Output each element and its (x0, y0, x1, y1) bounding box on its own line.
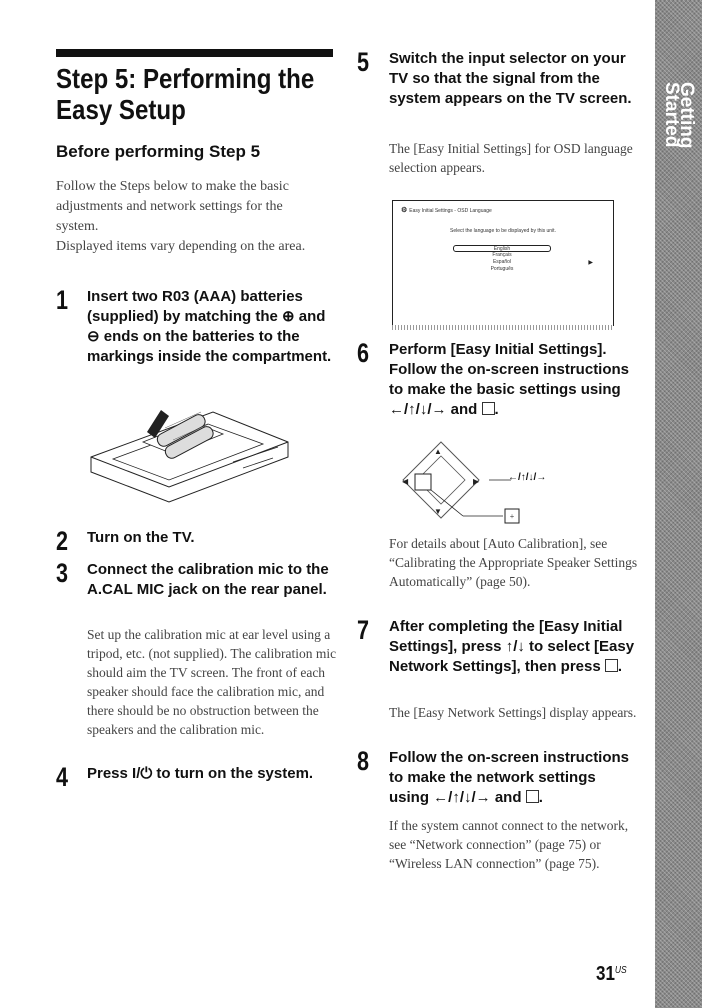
step-number: 2 (56, 526, 69, 556)
osd-prompt: Select the language to be displayed by this unit. (450, 228, 556, 234)
step-instruction: Connect the calibration mic to the A.CAL MIC jack on the rear panel. (87, 561, 329, 598)
remote-battery-illustration (83, 402, 293, 504)
right-arrow-icon: ▶ (588, 260, 593, 266)
svg-text:◀: ◀ (402, 477, 409, 486)
osd-header: Easy Initial Settings - OSD Language (409, 208, 492, 214)
step-instruction: Follow the on-screen instructions to make the network settings using ←/↑/↓/→ and (389, 749, 630, 806)
dpad-arrows-label: ←/↑/↓/→ (508, 472, 547, 483)
osd-option-selected[interactable]: English (453, 245, 551, 252)
settings-icon: ⚙ (401, 207, 408, 214)
step-instruction: Turn on the TV. (87, 529, 195, 546)
svg-text:▲: ▲ (434, 447, 442, 456)
section-heading: Before performing Step 5 (56, 142, 261, 161)
svg-text:+: + (509, 512, 515, 521)
step-detail: The [Easy Initial Settings] for OSD language selection appears. (389, 141, 633, 175)
intro-paragraph-2: Displayed items vary depending on the area. (56, 239, 306, 254)
step-detail: The [Easy Network Settings] display appears. (389, 705, 637, 720)
intro-text (56, 177, 326, 257)
enter-key-icon (605, 659, 618, 672)
side-tab-label: Getting Started (661, 82, 697, 149)
page-number-value: 31 (596, 963, 615, 985)
page-number (596, 963, 627, 986)
page-title (56, 63, 315, 125)
step-number: 1 (56, 285, 69, 315)
page-number-suffix: US (614, 965, 627, 976)
step-detail: If the system cannot connect to the network, see “Network connection” (page 75) or “Wireless LAN connection” (page 75). (389, 818, 629, 871)
step-number: 7 (357, 615, 370, 645)
step-detail: For details about [Auto Calibration], see “Calibrating the Appropriate Speaker Settings Automatically” (page 50). (389, 536, 638, 589)
step-number: 8 (357, 746, 370, 776)
side-tab (655, 0, 702, 1008)
step-number: 6 (357, 338, 370, 368)
step-instruction: Insert two R03 (AAA) batteries (supplied) by matching the ⊕ and ⊖ ends on the batteries to the markings inside the compartment. (87, 288, 332, 365)
step-number: 4 (56, 762, 69, 792)
step-instruction: Press I/⏻ to turn on the system. (87, 765, 314, 782)
osd-option[interactable]: Français (492, 252, 512, 258)
step-instruction: After completing the [Easy Initial Settings], press ↑/↓ to select [Easy Network Settings], then press (389, 618, 635, 675)
title-rule (56, 49, 333, 57)
page-title-line2: Easy Setup (56, 94, 186, 125)
enter-key-icon (526, 790, 539, 803)
step-instruction: Perform [Easy Initial Settings]. Follow the on-screen instructions to make the basic settings using ←/↑/↓/→ and (389, 341, 630, 418)
osd-option[interactable]: Español (492, 259, 512, 265)
step-instruction: Switch the input selector on your TV so that the signal from the system appears on the TV screen. (389, 50, 632, 107)
svg-text:▶: ▶ (473, 477, 480, 486)
step-number: 3 (56, 558, 69, 588)
intro-paragraph-1: Follow the Steps below to make the basic adjustments and network settings for the system. (56, 179, 289, 234)
osd-language-screen (392, 200, 614, 326)
svg-text:▼: ▼ (434, 507, 442, 516)
step-detail: Set up the calibration mic at ear level using a tripod, etc. (not supplied). The calibration mic should aim the TV screen. The front of each speaker should face the calibration mic, and there should be no obstruction between the speakers and the calibration mic. (87, 627, 337, 737)
remote-dpad-illustration (383, 438, 623, 534)
osd-language-list (453, 245, 551, 273)
page-title-line1: Step 5: Performing the (56, 63, 315, 94)
step-number: 5 (357, 47, 370, 77)
osd-option[interactable]: Português (490, 266, 514, 272)
enter-key-icon (482, 402, 495, 415)
